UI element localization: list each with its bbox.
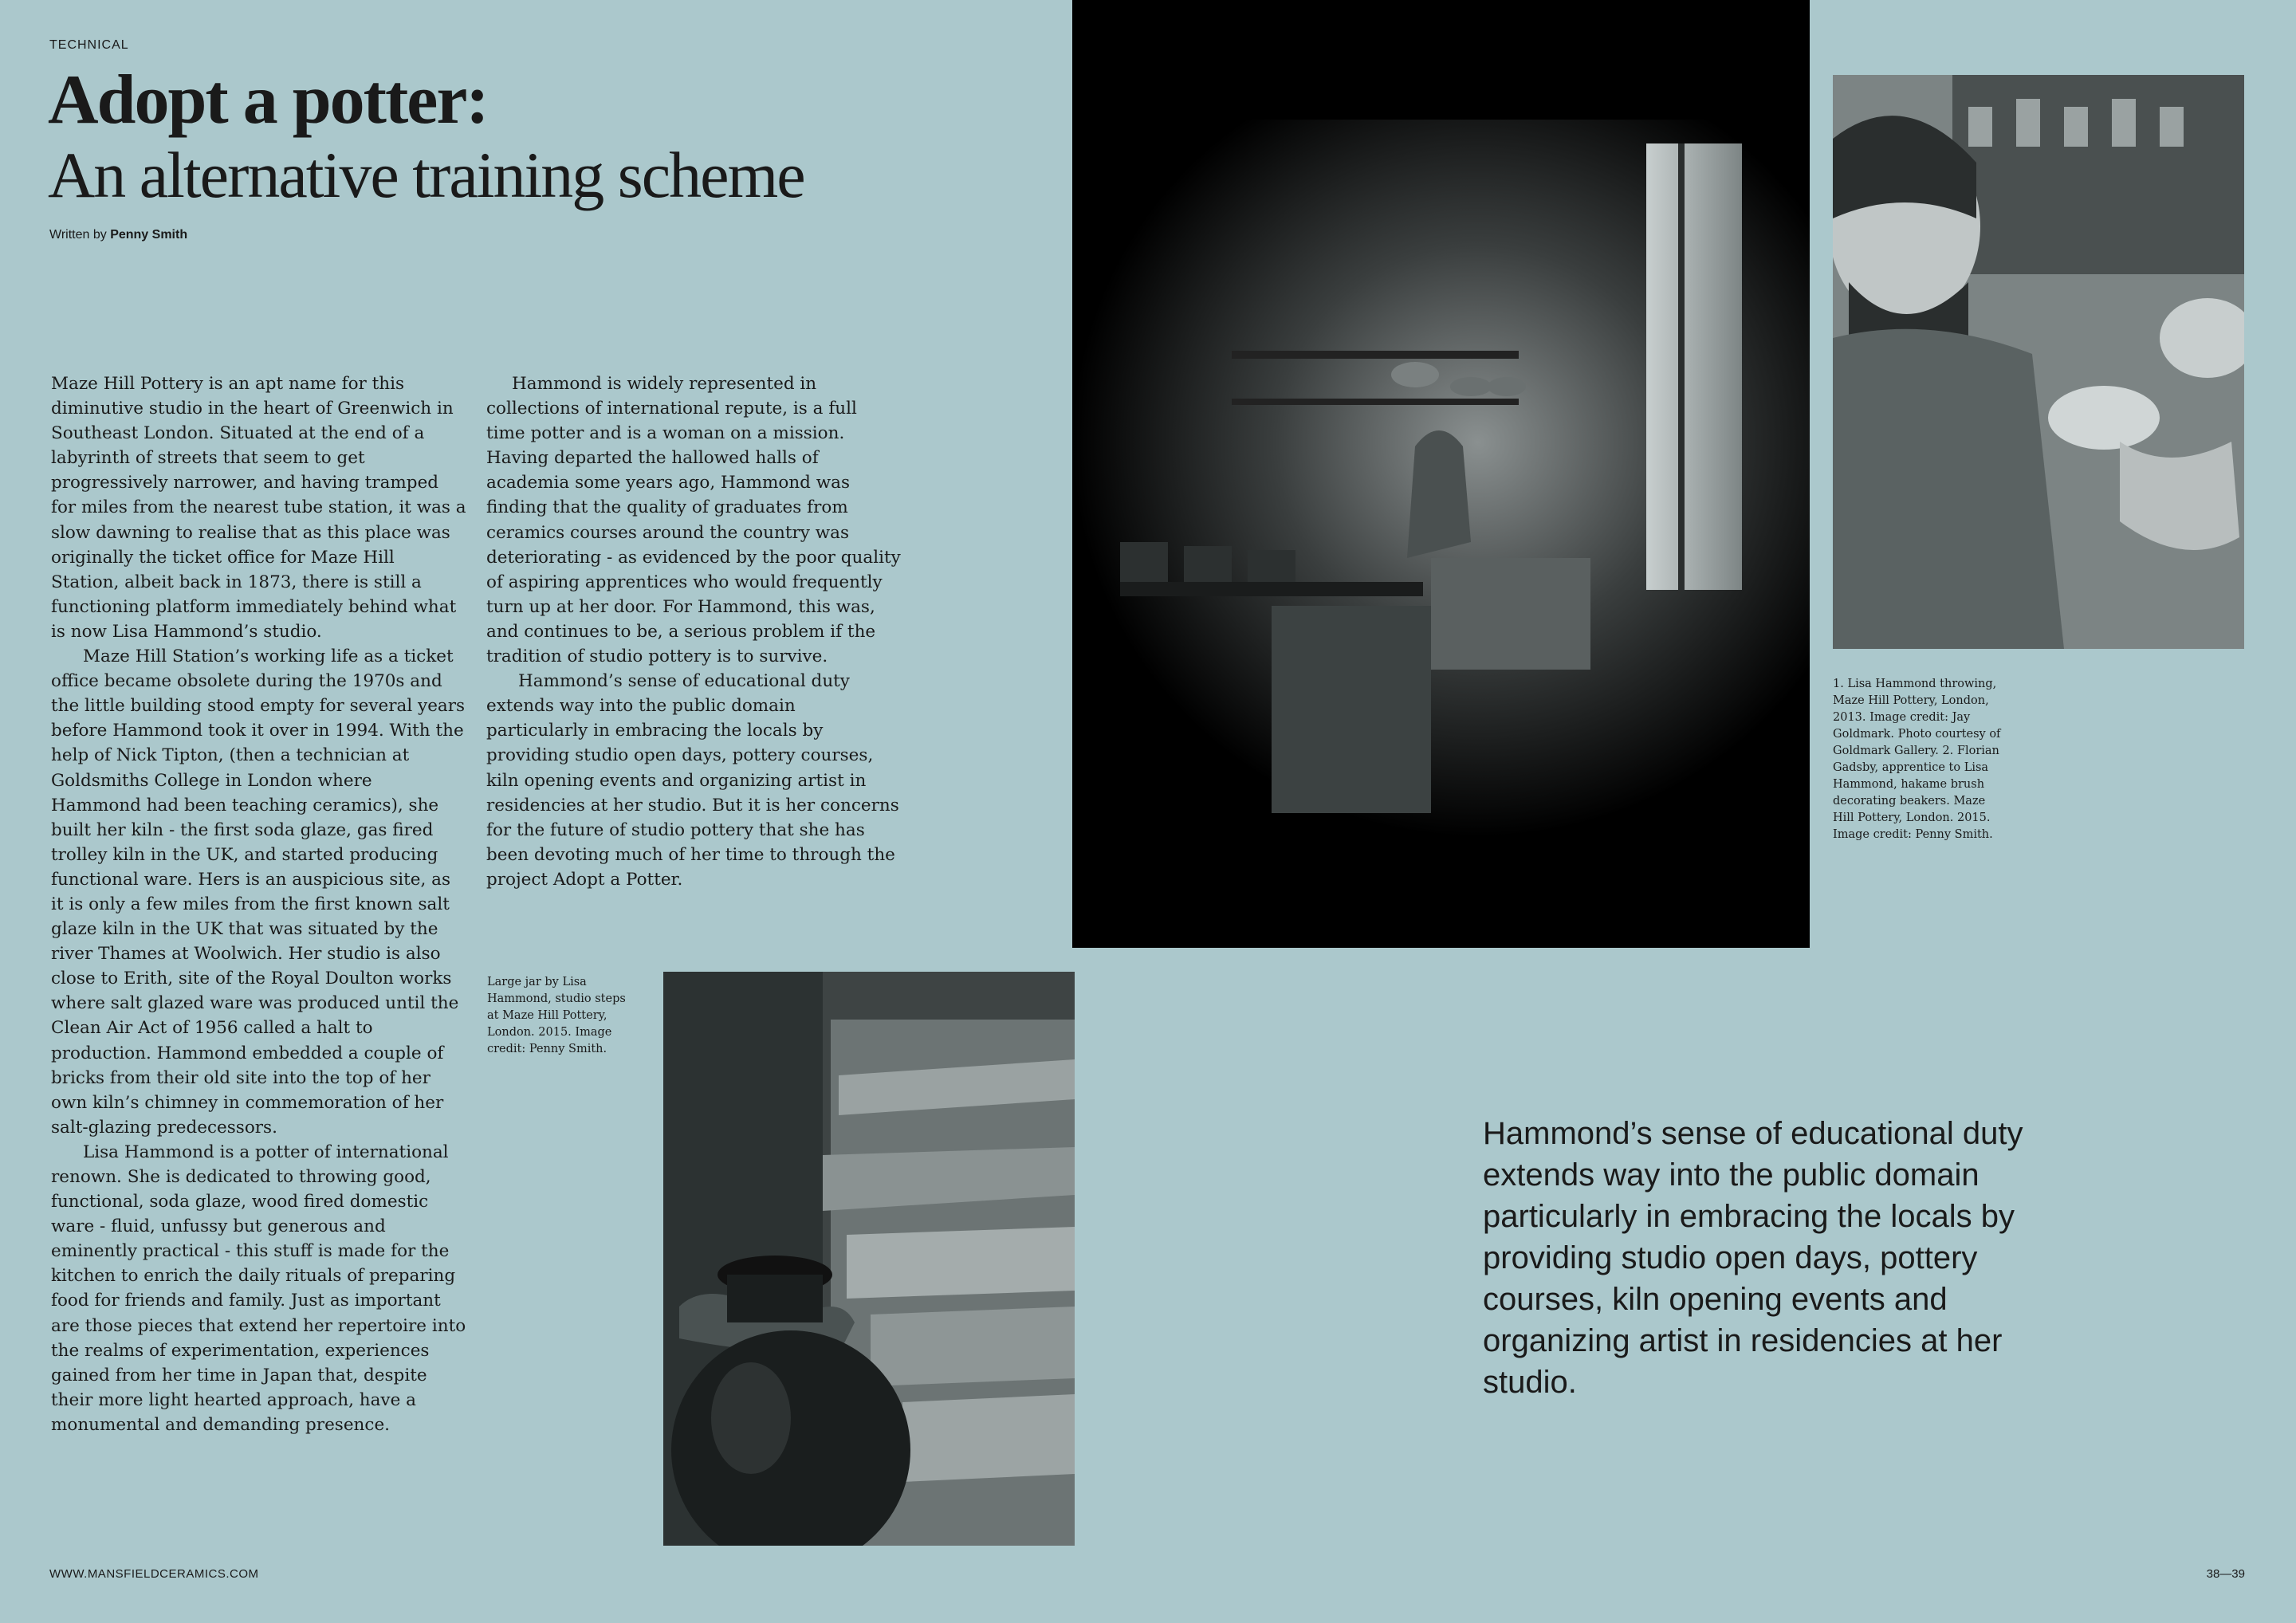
byline-author: Penny Smith: [110, 228, 188, 242]
article-subtitle: An alternative training scheme: [48, 139, 804, 211]
footer-url: WWW.MANSFIELDCERAMICS.COM: [49, 1567, 259, 1581]
caption-left: Large jar by Lisa Hammond, studio steps at Maze Hill Pottery, London. 2015. Image credit: Penny Smith.: [487, 976, 626, 1055]
paragraph: Lisa Hammond is a potter of international renown. She is dedicated to throwing good, functional, soda glaze, wood fired domestic ware - fluid, unfussy but generous and eminently practical - this stuff is made for the kitchen to enrich the daily rituals of preparing food for friends and family. Just as important are those pieces that extend her repertoire into the realms of experimentation, experiences gained from her time in Japan that, despite their more light hearted approach, have a monumental and demanding presence.: [51, 1142, 466, 1435]
section-label: TECHNICAL: [49, 38, 129, 52]
byline-prefix: Written by: [49, 228, 107, 242]
caption-right: 1. Lisa Hammond throwing, Maze Hill Pottery, London, 2013. Image credit: Jay Goldmark. Photo courtesy of Goldmark Gallery. 2. Florian Gadsby, apprentice to Lisa Hammond, hakame brush decorating beakers. Maze Hill Pottery, London. 2015. Image credit: Penny Smith.: [1833, 678, 2001, 841]
paragraph: Maze Hill Station’s working life as a ticket office became obsolete during the 1970s and the little building stood empty for several years before Hammond took it over in 1994. With the help of Nick Tipton, (then a technician at Goldsmiths College in London where Hammond had been teaching ceramics), she built her kiln - the first soda glaze, gas fired trolley kiln in the UK, and started producing functional ware. Hers is an auspicious site, as it is only a few miles from the first known salt glaze kiln in the UK that was situated by the river Thames at Woolwich. Her studio is also close to Erith, site of the Royal Doulton works where salt glazed ware was produced until the Clean Air Act of 1956 called a halt to production. Hammond embedded a couple of bricks from their old site into the top of her own kiln’s chimney in commemoration of her salt-glazing predecessors.: [51, 646, 466, 1138]
article-column-2: [486, 371, 901, 892]
article-column-1: [51, 371, 467, 1437]
photo-potter-throwing: [1072, 0, 1810, 948]
pull-quote: Hammond’s sense of educational duty extends way into the public domain particularly in embracing the locals by providing studio open days, pottery courses, kiln opening events and organizing artist in residencies at her studio.: [1483, 1116, 2023, 1400]
photo-large-jar: [663, 972, 1075, 1546]
byline: [49, 228, 187, 242]
photo-apprentice-decorating: [1833, 75, 2244, 649]
page-number: 38—39: [2206, 1567, 2245, 1581]
article-title: Adopt a potter:: [48, 61, 488, 139]
paragraph: Hammond is widely represented in collections of international repute, is a full time potter and is a woman on a mission. Having departed the hallowed halls of academia some years ago, Hammond was finding that the quality of graduates from ceramics courses around the country was deteriorating - as evidenced by the poor quality of aspiring apprentices who would frequently turn up at her door. For Hammond, this was, and continues to be, a serious problem if the tradition of studio pottery is to survive.: [486, 374, 901, 667]
paragraph: Maze Hill Pottery is an apt name for this diminutive studio in the heart of Greenwich in Southeast London. Situated at the end of a labyrinth of streets that seem to get progressively narrower, and having tramped for miles from the nearest tube station, it was a slow dawning to realise that as this place was originally the ticket office for Maze Hill Station, albeit back in 1873, there is still a functioning platform immediately behind what is now Lisa Hammond’s studio.: [51, 374, 466, 642]
paragraph: Hammond’s sense of educational duty extends way into the public domain particularly in embracing the locals by providing studio open days, pottery courses, kiln opening events and organizing artist in residencies at her studio. But it is her concerns for the future of studio pottery that she has been devoting much of her time to through the project Adopt a Potter.: [486, 671, 899, 890]
